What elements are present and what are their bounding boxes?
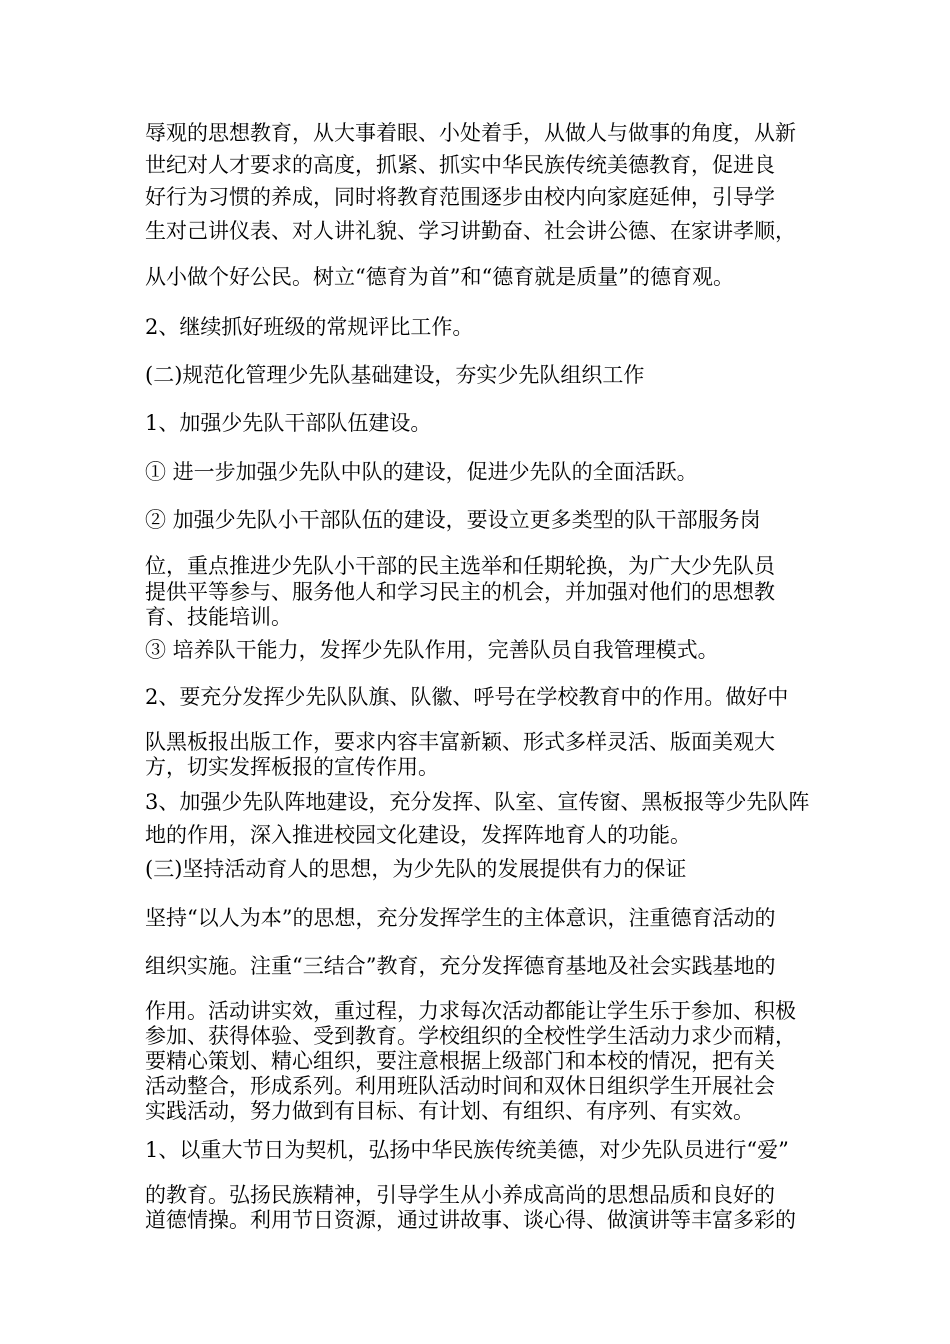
text-line: 作用。活动讲实效，重过程，力求每次活动都能让学生乐于参加、积极 [145, 999, 796, 1023]
text-line: 坚持“以人为本”的思想，充分发挥学生的主体意识，注重德育活动的 [145, 906, 776, 930]
text-line: 2、继续抓好班级的常规评比工作。 [145, 315, 474, 339]
text-line: 要精心策划、精心组织，要注意根据上级部门和本校的情况，把有关 [145, 1049, 775, 1073]
text-line: 生对己讲仪表、对人讲礼貌、学习讲勤奋、社会讲公德、在家讲孝顺， [145, 219, 796, 243]
text-line: 从小做个好公民。树立“德育为首”和“德育就是质量”的德育观。 [145, 265, 734, 289]
text-line: 提供平等参与、服务他人和学习民主的机会，并加强对他们的思想教 [145, 580, 775, 604]
text-line: 地的作用，深入推进校园文化建设，发挥阵地育人的功能。 [145, 823, 691, 847]
section-heading: (二)规范化管理少先队基础建设，夯实少先队组织工作 [145, 363, 645, 387]
text-line: 组织实施。注重“三结合”教育，充分发挥德育基地及社会实践基地的 [145, 954, 776, 978]
section-heading: (三)坚持活动育人的思想，为少先队的发展提供有力的保证 [145, 857, 687, 881]
text-line: 世纪对人才要求的高度，抓紧、抓实中华民族传统美德教育，促进良 [145, 153, 775, 177]
text-line: 的教育。弘扬民族精神，引导学生从小养成高尚的思想品质和良好的 [145, 1183, 775, 1207]
text-line: 活动整合，形成系列。利用班队活动时间和双休日组织学生开展社会 [145, 1074, 775, 1098]
text-line: 道德情操。利用节日资源，通过讲故事、谈心得、做演讲等丰富多彩的 [145, 1208, 796, 1232]
text-line: 1、加强少先队干部队伍建设。 [145, 411, 432, 435]
text-line: 2、要充分发挥少先队队旗、队徽、呼号在学校教育中的作用。做好中 [145, 685, 789, 709]
text-line: 1、以重大节日为契机，弘扬中华民族传统美德，对少先队员进行“爱” [145, 1138, 789, 1162]
text-line: 队黑板报出版工作，要求内容丰富新颖、形式多样灵活、版面美观大 [145, 730, 775, 754]
text-line: 参加、获得体验、受到教育。学校组织的全校性学生活动力求少而精， [145, 1024, 796, 1048]
text-line: 实践活动，努力做到有目标、有计划、有组织、有序列、有实效。 [145, 1099, 754, 1123]
text-line: ① 进一步加强少先队中队的建设，促进少先队的全面活跃。 [145, 460, 698, 484]
text-line: 辱观的思想教育，从大事着眼、小处着手，从做人与做事的角度，从新 [145, 121, 796, 145]
text-line: 好行为习惯的养成，同时将教育范围逐步由校内向家庭延伸，引导学 [145, 185, 775, 209]
text-line: 方，切实发挥板报的宣传作用。 [145, 755, 439, 779]
text-line: ③ 培养队干能力，发挥少先队作用，完善队员自我管理模式。 [145, 638, 719, 662]
text-line: 育、技能培训。 [145, 605, 292, 629]
text-line: ② 加强少先队小干部队伍的建设，要设立更多类型的队干部服务岗 [145, 508, 761, 532]
text-line: 位，重点推进少先队小干部的民主选举和任期轮换，为广大少先队员 [145, 554, 775, 578]
text-line: 3、加强少先队阵地建设，充分发挥、队室、宣传窗、黑板报等少先队阵 [145, 790, 810, 814]
